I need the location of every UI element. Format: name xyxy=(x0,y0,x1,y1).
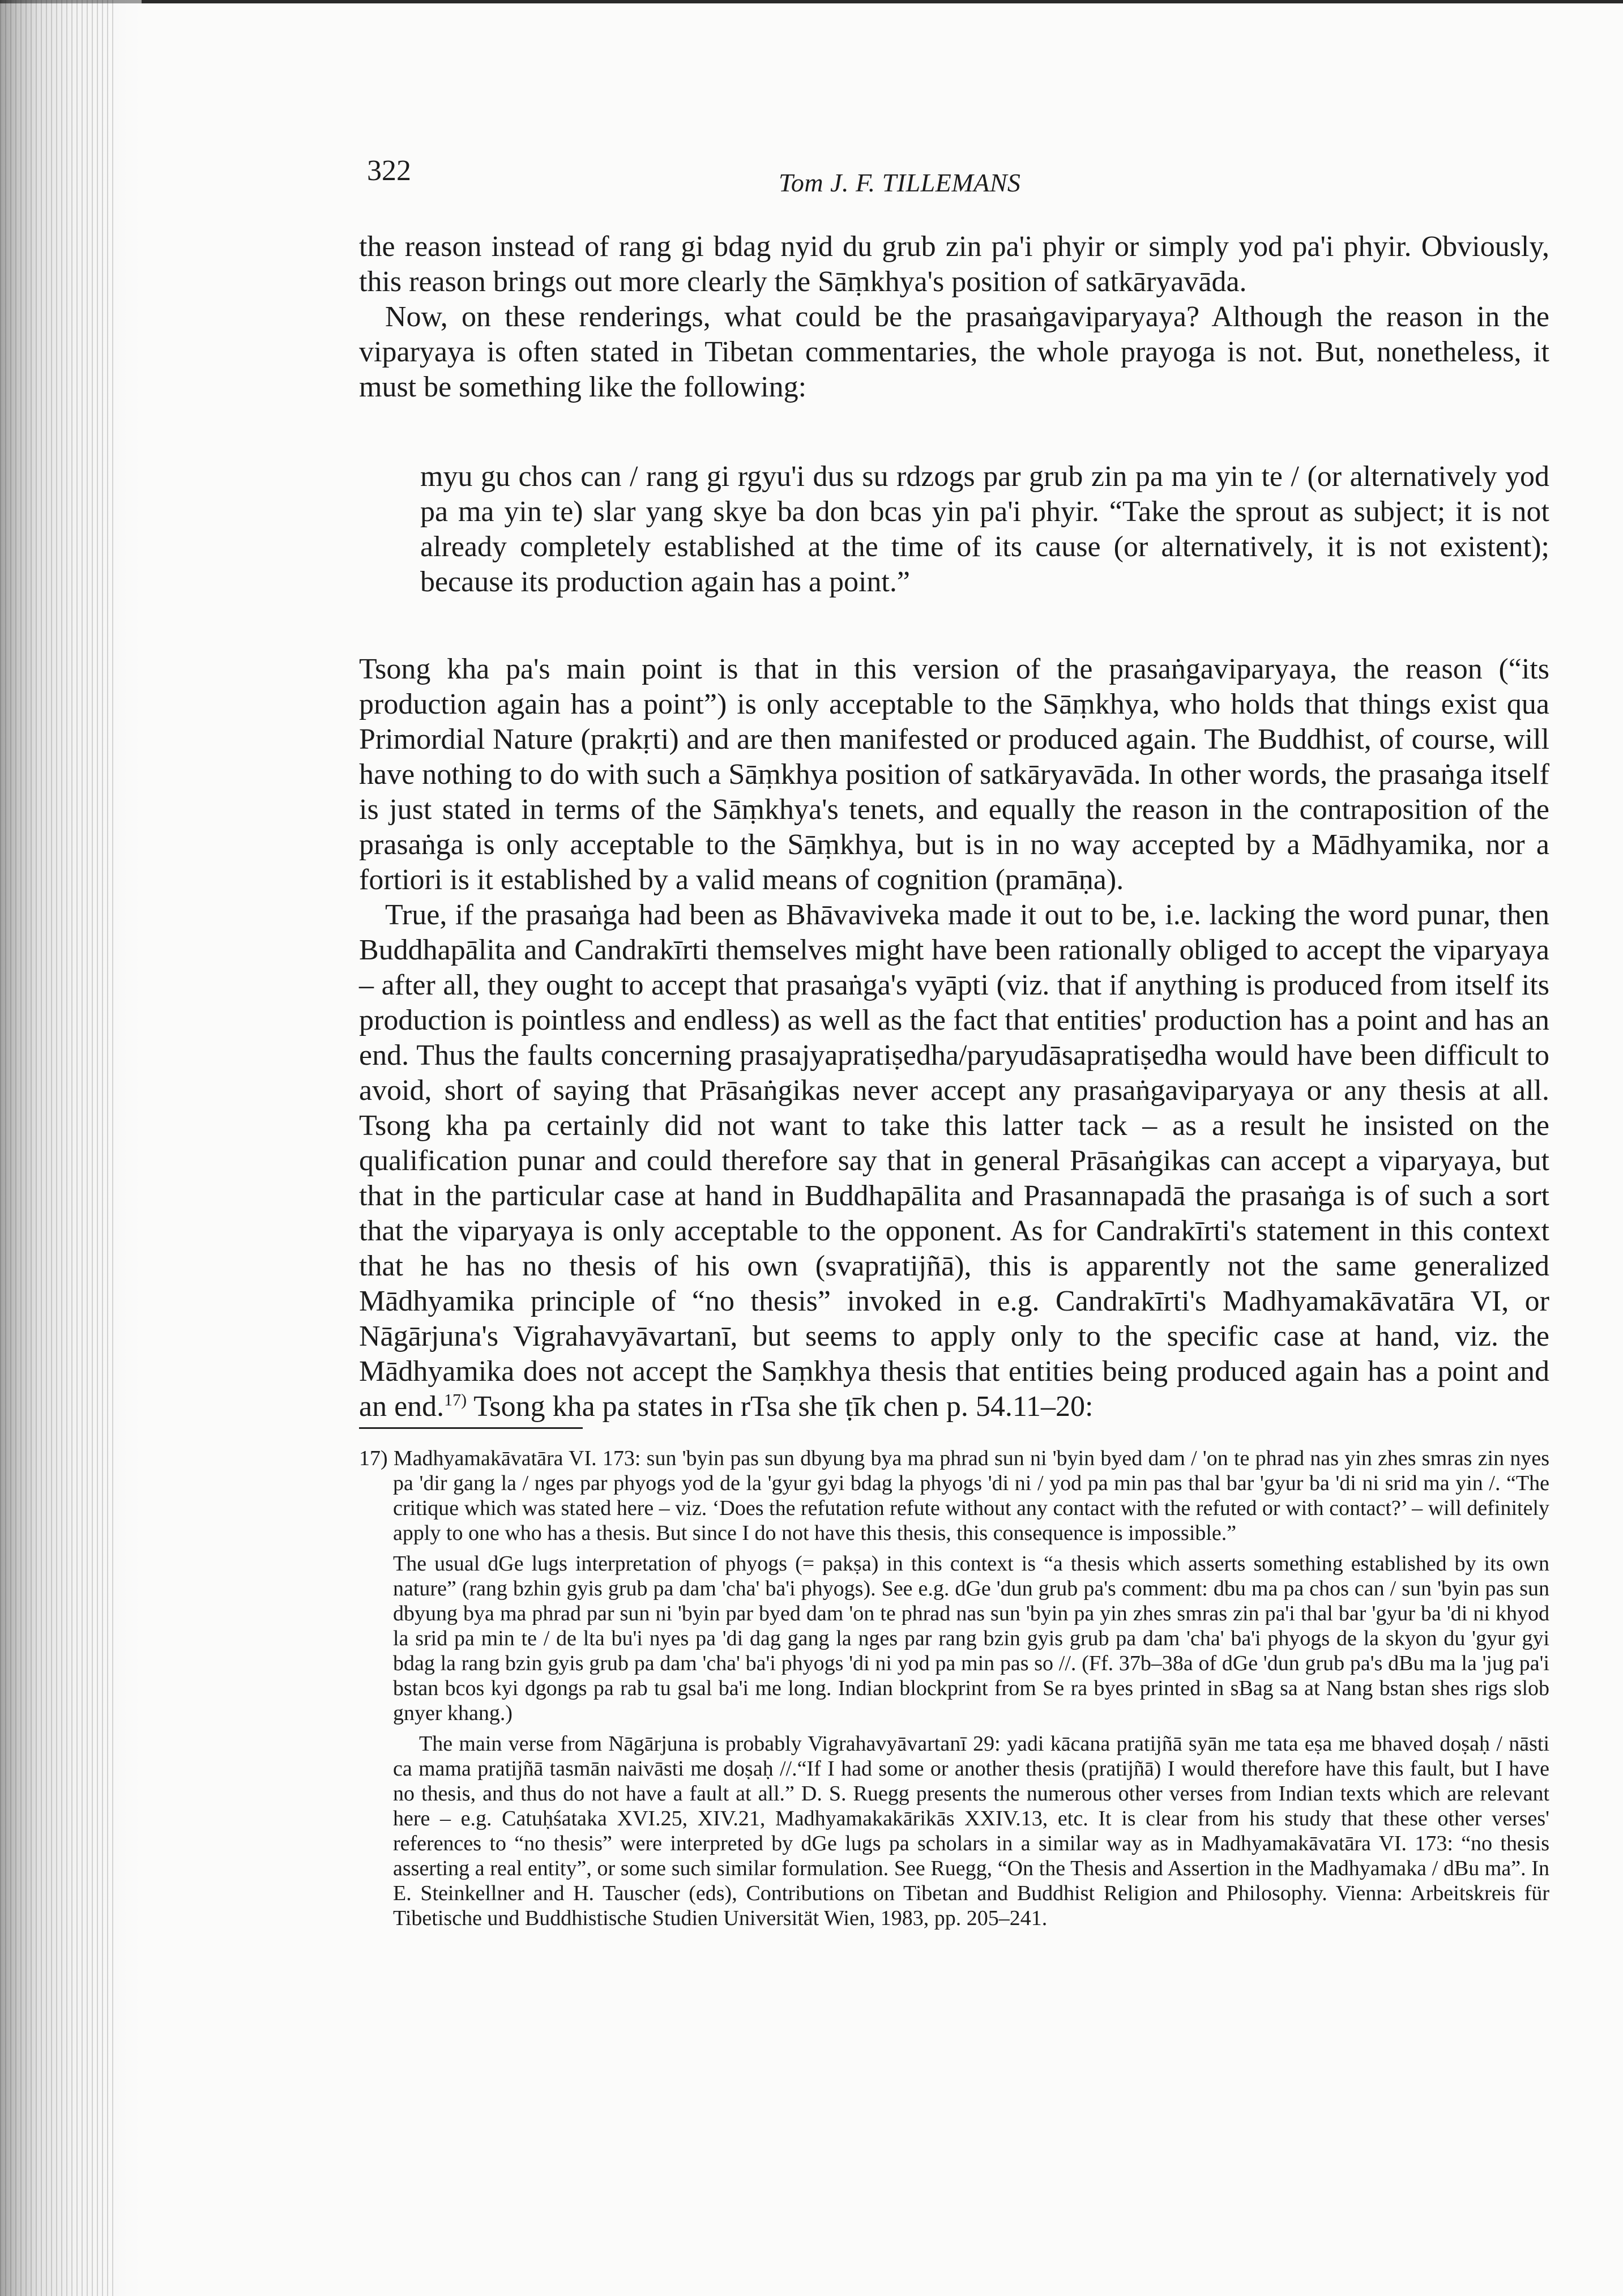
paragraph-1: the reason instead of rang gi bdag nyid du grub zin pa'i phyir or simply yod pa'i phyir. Obviously, this reason brings out more clearly the Sāṃkhya's position of satkāryavāda. xyxy=(359,231,1549,298)
footnote-rule xyxy=(359,1427,583,1429)
footnote-17-text-a: Madhyamakāvatāra VI. 173: sun 'byin pas sun dbyung bya ma phrad sun ni 'byin byed dam / 'on te phrad nas yin zhes smras zin nyes pa 'dir gang la / nges par phyogs yod de la 'gyur gyi bdag la phyogs 'di ni / yod pa min pas thal bar 'gyur ba 'di ni srid ma yin /. “The critique which was stated here – viz. ‘Does the refutation refute without any contact with the refuted or with contact?’ – will definitely apply to one who has a thesis. But since I do not have this thesis, this consequence is impossible.” xyxy=(393,1446,1550,1545)
paragraph-4-end: Tsong kha pa states in rTsa she ṭīk chen p. 54.11–20: xyxy=(467,1390,1094,1423)
scan-binding-texture xyxy=(0,0,113,2296)
paragraph-3: Tsong kha pa's main point is that in this version of the prasaṅgaviparyaya, the reason (“its production again has a point”) is only acceptable to the Sāṃkhya, who holds that things exist qua Primordial Nature (prakṛti) and are then manifested or produced again. The Buddhist, of course, will have nothing to do with such a Sāṃkhya position of satkāryavāda. In other words, the prasaṅga itself is just stated in terms of the Sāṃkhya's tenets, and equally the reason in the contraposition of the prasaṅga is only acceptable to the Sāṃkhya, but is in no way accepted by a Mādhyamika, nor a fortiori is it established by a valid means of cognition (pramāṇa). xyxy=(359,653,1549,896)
footnote-number: 17) xyxy=(359,1446,388,1470)
footnote-17 xyxy=(359,1446,1549,1546)
footnote-ref-17[interactable]: 17) xyxy=(444,1390,467,1410)
block-quote: myu gu chos can / rang gi rgyu'i dus su rdzogs par grub zin pa ma yin te / (or alternatively yod pa ma yin te) slar yang skye ba don bcas yin pa'i phyir. “Take the sprout as subject; it is not already completely established at the time of its cause (or alternatively, it is not existent); because its production again has a point.” xyxy=(420,460,1549,598)
paragraph-4-text: True, if the prasaṅga had been as Bhāvaviveka made it out to be, i.e. lacking the word punar, then Buddhapālita and Candrakīrti themselves might have been rationally obliged to accept the viparyaya – after all, they ought to accept that prasaṅga's vyāpti (viz. that if anything is produced from itself its production is pointless and endless) as well as the fact that entities' production has a point and has an end. Thus the faults concerning prasajyapratiṣedha/paryudāsapratiṣedha would have been difficult to avoid, short of saying that Prāsaṅgikas never accept any prasaṅgaviparyaya or any thesis at all. Tsong kha pa certainly did not want to take this latter tack – as a result he insisted on the qualification punar and could therefore say that in general Prāsaṅgikas can accept a viparyaya, but that in the particular case at hand in Buddhapālita and Prasannapadā the prasaṅga is of such a sort that the viparyaya is only acceptable to the opponent. As for Candrakīrti's statement in this context that he has no thesis of his own (svapratijñā), this is apparently not the same generalized Mādhyamika principle of “no thesis” invoked in e.g. Candrakīrti's Madhyamakāvatāra VI, or Nāgārjuna's Vigrahavyāvartanī, but seems to apply only to the specific case at hand, viz. the Mādhyamika does not accept the Saṃkhya thesis that entities being produced again has a point and an end. xyxy=(359,899,1549,1423)
page-number: 322 xyxy=(367,155,411,187)
paragraph-4 xyxy=(359,898,1549,1424)
main-text xyxy=(359,229,1549,1424)
running-head: Tom J. F. TILLEMANS xyxy=(779,168,1021,197)
footnotes xyxy=(359,1427,1549,1936)
scan-top-edge xyxy=(0,0,1623,3)
footnote-17-text-c: The main verse from Nāgārjuna is probably Vigrahavyāvartanī 29: yadi kācana pratijñā syān me tata eṣa me bhaved doṣaḥ / nāsti ca mama pratijñā tasmān naivāsti me doṣaḥ //.“If I had some or another thesis (pratijñā) I would therefore have this fault, but I have no thesis, and thus do not have a fault at all.” D. S. Ruegg presents the numerous other verses from Indian texts which are relevant here – e.g. Catuḥśataka XVI.25, XIV.21, Madhyamakakārikās XXIV.13, etc. It is clear from his study that these other verses' references to “no thesis” were interpreted by dGe lugs pa scholars in a similar way as in Madhyamakāvatāra VI. 173: “no thesis asserting a real entity”, or some such similar formulation. See Ruegg, “On the Thesis and Assertion in the Madhyamaka / dBu ma”. In E. Steinkellner and H. Tauscher (eds), Contributions on Tibetan and Buddhist Religion and Philosophy. Vienna: Arbeitskreis für Tibetische und Buddhistische Studien Universität Wien, 1983, pp. 205–241. xyxy=(393,1732,1549,1930)
footnote-17-text-b: The usual dGe lugs interpretation of phyogs (= pakṣa) in this context is “a thesis which asserts something established by its own nature” (rang bzhin gyis grub pa dam 'cha' ba'i phyogs). See e.g. dGe 'dun grub pa's comment: dbu ma pa chos can / sun 'byin pas sun dbyung bya ma phrad par sun ni 'byin par byed dam 'on te phrad nas sun 'byin pa yin zhes smras zin pa'i thal bar 'gyur ba 'di ni khyod la srid pa min te / de lta bu'i nyes pa 'di dag gang la nges par rang bzin gyis grub pa dam 'cha' ba'i phyogs de la skyon du 'gyur gyi bdag la rang bzin gyis grub pa dam 'cha' ba'i phyogs 'di ni yod pa min pas so //. (Ff. 37b–38a of dGe 'dun grub pa's dBu ma la 'jug pa'i bstan bcos kyi dgongs pa rab tu gsal ba'i me long. Indian blockprint from Se ra byes printed in sBag sa at Nang bstan shes rigs slob gnyer khang.) xyxy=(393,1552,1549,1725)
paragraph-2: Now, on these renderings, what could be the prasaṅgaviparyaya? Although the reason in the viparyaya is often stated in Tibetan commentaries, the whole prayoga is not. But, nonetheless, it must be something like the following: xyxy=(359,301,1549,403)
